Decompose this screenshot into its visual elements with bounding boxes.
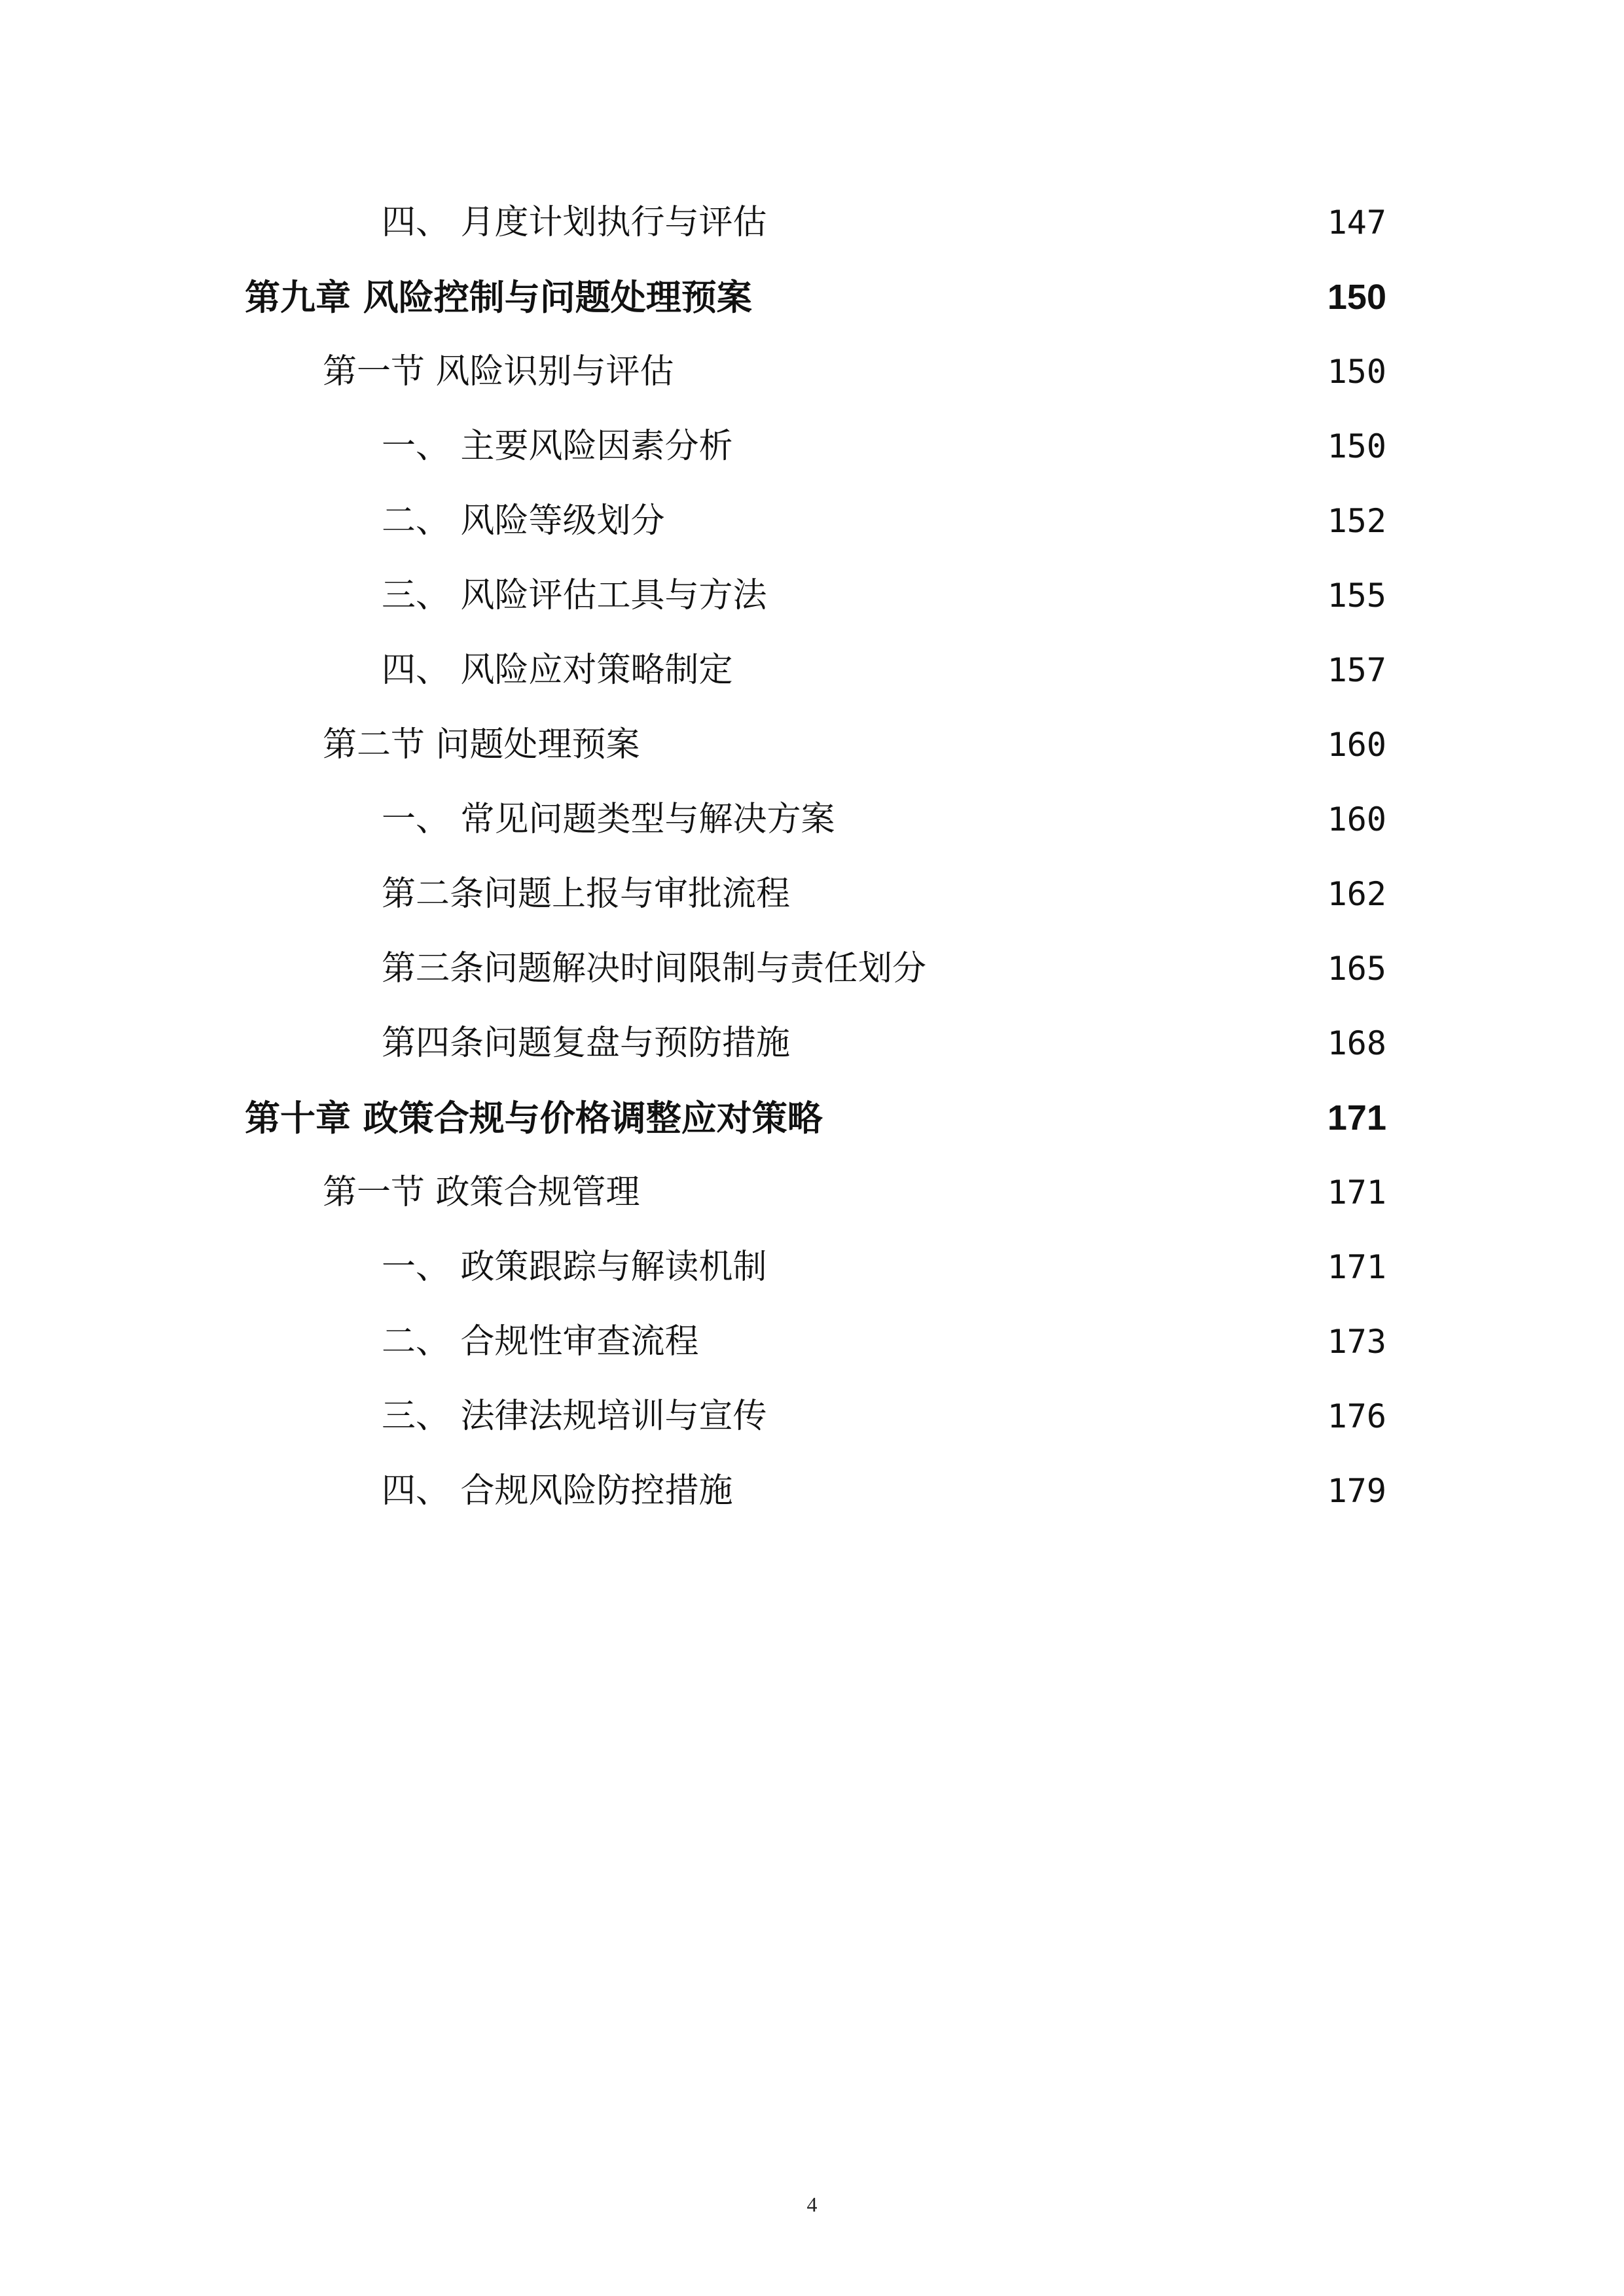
toc-entry-title: 第九章 风险控制与问题处理预案 — [245, 276, 752, 318]
toc-leader-dots — [835, 1088, 1318, 1147]
toc-chapter-entry[interactable] — [0, 1088, 1624, 1147]
toc-entry-title: 第十章 政策合规与价格调整应对策略 — [245, 1097, 823, 1139]
toc-entry-title: 二、 合规性审查流程 — [382, 1322, 699, 1361]
toc-leader-dots — [652, 715, 1318, 774]
toc-entry-page: 171 — [1327, 1098, 1386, 1138]
toc-entry-title: 四、 风险应对策略制定 — [382, 651, 733, 690]
toc-entry-title: 第一节 风险识别与评估 — [323, 352, 674, 391]
toc-entry-page: 150 — [1327, 427, 1386, 465]
toc-entry-title: 三、 法律法规培训与宣传 — [382, 1397, 767, 1436]
toc-leader-dots — [652, 1163, 1318, 1222]
toc-entry-title: 第二节 问题处理预案 — [323, 725, 640, 764]
toc-entry-page: 176 — [1327, 1397, 1386, 1435]
toc-leader-dots — [745, 641, 1318, 700]
toc-leader-dots — [802, 865, 1318, 924]
toc-entry-page: 147 — [1327, 204, 1386, 242]
toc-entry[interactable] — [0, 1387, 1624, 1446]
toc-entry[interactable] — [0, 1312, 1624, 1371]
toc-leader-dots — [711, 1312, 1318, 1371]
toc-entry-title: 第二条问题上报与审批流程 — [382, 874, 791, 914]
toc-entry[interactable] — [0, 641, 1624, 700]
toc-entry-page: 168 — [1327, 1024, 1386, 1062]
toc-entry-page: 150 — [1327, 353, 1386, 391]
toc-section-entry[interactable] — [0, 1163, 1624, 1222]
toc-entry[interactable] — [0, 865, 1624, 924]
toc-entry-page: 179 — [1327, 1472, 1386, 1510]
toc-entry-page: 173 — [1327, 1323, 1386, 1361]
toc-entry-title: 一、 常见问题类型与解决方案 — [382, 800, 835, 839]
toc-entry[interactable] — [0, 492, 1624, 550]
toc-leader-dots — [677, 492, 1318, 550]
toc-entry-title: 第四条问题复盘与预防措施 — [382, 1024, 791, 1063]
toc-entry-title: 二、 风险等级划分 — [382, 501, 665, 541]
toc-entry-title: 三、 风险评估工具与方法 — [382, 576, 767, 615]
toc-leader-dots — [847, 790, 1318, 849]
toc-entry-title: 一、 政策跟踪与解读机制 — [382, 1247, 767, 1287]
toc-entry-page: 155 — [1327, 577, 1386, 615]
toc-entry[interactable] — [0, 790, 1624, 849]
toc-entry-page: 171 — [1327, 1174, 1386, 1211]
toc-leader-dots — [745, 417, 1318, 476]
toc-entry-page: 150 — [1327, 278, 1386, 317]
toc-section-entry[interactable] — [0, 715, 1624, 774]
toc-entry-page: 171 — [1327, 1248, 1386, 1286]
toc-entry-title: 第一节 政策合规管理 — [323, 1173, 640, 1212]
toc-section-entry[interactable] — [0, 342, 1624, 401]
toc-leader-dots — [802, 1014, 1318, 1073]
toc-entry-title: 四、 合规风险防控措施 — [382, 1471, 733, 1511]
toc-entry-title: 第三条问题解决时间限制与责任划分 — [382, 949, 927, 988]
toc-entry-title: 一、 主要风险因素分析 — [382, 427, 733, 466]
toc-leader-dots — [938, 939, 1318, 998]
toc-entry-title: 四、 月度计划执行与评估 — [382, 203, 767, 242]
toc-entry[interactable] — [0, 417, 1624, 476]
toc-entry-page: 165 — [1327, 950, 1386, 988]
toc-entry[interactable] — [0, 566, 1624, 625]
toc-entry[interactable] — [0, 1014, 1624, 1073]
toc-leader-dots — [745, 1462, 1318, 1520]
toc-entry-page: 157 — [1327, 651, 1386, 689]
toc-chapter-entry[interactable] — [0, 268, 1624, 327]
toc-leader-dots — [779, 1238, 1318, 1297]
toc-entry[interactable] — [0, 1238, 1624, 1297]
toc-entry[interactable] — [0, 193, 1624, 252]
toc-entry-page: 160 — [1327, 800, 1386, 838]
toc-leader-dots — [779, 1387, 1318, 1446]
toc-entry-page: 160 — [1327, 726, 1386, 764]
page-number: 4 — [806, 2193, 818, 2216]
toc-leader-dots — [779, 566, 1318, 625]
toc-entry-page: 162 — [1327, 875, 1386, 913]
toc-leader-dots — [686, 342, 1318, 401]
toc-leader-dots — [779, 193, 1318, 252]
toc-entry-page: 152 — [1327, 502, 1386, 540]
toc-entry[interactable] — [0, 939, 1624, 998]
toc-leader-dots — [764, 268, 1318, 327]
toc-entry[interactable] — [0, 1462, 1624, 1520]
